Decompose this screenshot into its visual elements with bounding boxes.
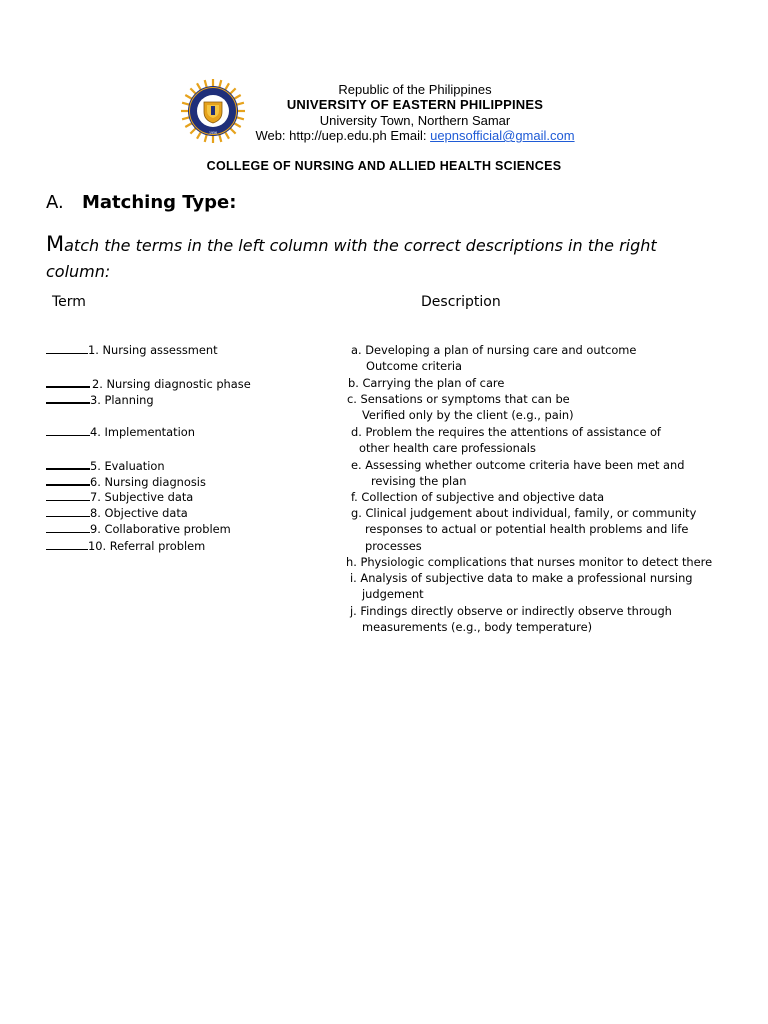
term-item bbox=[46, 342, 218, 358]
term-text: 5. Evaluation bbox=[90, 459, 165, 473]
seal-ray bbox=[190, 128, 196, 134]
instructions-line-2: column: bbox=[46, 262, 111, 281]
term-item bbox=[46, 375, 251, 392]
web-label: Web: http://uep.edu.ph Email: bbox=[255, 128, 431, 143]
answer-blank[interactable] bbox=[46, 521, 90, 533]
description-continuation: responses to actual or potential health problems and life bbox=[365, 522, 689, 536]
description-item: a. Developing a plan of nursing care and outcome bbox=[351, 343, 637, 357]
answer-blank[interactable] bbox=[46, 424, 90, 436]
term-item bbox=[46, 505, 188, 521]
section-letter: A. bbox=[46, 192, 64, 213]
term-item bbox=[46, 424, 195, 440]
answer-blank[interactable] bbox=[46, 342, 88, 354]
term-text: 7. Subjective data bbox=[90, 490, 194, 504]
answer-blank[interactable] bbox=[46, 457, 90, 470]
email-link[interactable]: uepnsofficial@gmail.com bbox=[430, 128, 575, 143]
section-title: Matching Type: bbox=[82, 192, 237, 213]
description-continuation: Verified only by the client (e.g., pain) bbox=[362, 408, 574, 422]
description-item: b. Carrying the plan of care bbox=[348, 376, 505, 390]
description-column-header: Description bbox=[421, 294, 501, 310]
college-name: COLLEGE OF NURSING AND ALLIED HEALTH SCIENCES bbox=[206, 159, 562, 173]
seal-ray bbox=[219, 134, 221, 142]
seal-ray bbox=[219, 80, 221, 88]
term-item bbox=[46, 521, 231, 537]
term-text: 9. Collaborative problem bbox=[90, 522, 231, 536]
seal-ray bbox=[190, 88, 196, 94]
description-item: i. Analysis of subjective data to make a professional nursing bbox=[350, 571, 693, 585]
term-text: 10. Referral problem bbox=[88, 539, 206, 553]
seal-ray bbox=[225, 83, 229, 90]
term-text: 8. Objective data bbox=[90, 506, 188, 520]
description-item: h. Physiologic complications that nurses monitor to detect there bbox=[346, 555, 713, 569]
section-heading bbox=[46, 192, 236, 213]
term-text: 1. Nursing assessment bbox=[88, 343, 218, 357]
answer-blank[interactable] bbox=[46, 375, 90, 388]
description-continuation: processes bbox=[365, 539, 422, 553]
description-item: f. Collection of subjective and objective data bbox=[351, 490, 605, 504]
instructions-line-1: atch the terms in the left column with the correct descriptions in the right bbox=[64, 236, 657, 255]
republic-line: Republic of the Philippines bbox=[338, 82, 492, 97]
svg-text:1956: 1956 bbox=[208, 131, 218, 135]
seal-ray bbox=[225, 132, 229, 139]
description-item: d. Problem the requires the attentions of assistance of bbox=[351, 425, 661, 439]
term-item bbox=[46, 391, 154, 408]
seal-ray bbox=[205, 80, 207, 88]
answer-blank[interactable] bbox=[46, 473, 90, 486]
description-item: e. Assessing whether outcome criteria have been met and bbox=[351, 458, 685, 472]
term-text: 4. Implementation bbox=[90, 425, 195, 439]
answer-blank[interactable] bbox=[46, 538, 88, 550]
instructions-text bbox=[46, 231, 706, 285]
contact-line bbox=[230, 128, 600, 143]
seal-ray bbox=[185, 95, 192, 99]
term-item bbox=[46, 473, 206, 490]
term-text: 6. Nursing diagnosis bbox=[90, 475, 206, 489]
university-address: University Town, Northern Samar bbox=[319, 113, 511, 128]
answer-blank[interactable] bbox=[46, 489, 90, 501]
term-text: 3. Planning bbox=[90, 393, 154, 407]
description-continuation: revising the plan bbox=[371, 474, 467, 488]
term-item bbox=[46, 457, 165, 474]
seal-ray bbox=[185, 123, 192, 127]
term-item bbox=[46, 489, 193, 505]
answer-blank[interactable] bbox=[46, 505, 90, 517]
description-continuation: judgement bbox=[362, 587, 424, 601]
university-name: UNIVERSITY OF EASTERN PHILIPPINES bbox=[286, 97, 544, 112]
description-continuation: measurements (e.g., body temperature) bbox=[362, 620, 593, 634]
seal-ray bbox=[182, 103, 190, 105]
seal-ray bbox=[182, 117, 190, 119]
term-item bbox=[46, 538, 205, 554]
description-continuation: Outcome criteria bbox=[366, 359, 463, 373]
answer-blank[interactable] bbox=[46, 391, 90, 404]
term-column-header: Term bbox=[52, 294, 86, 310]
description-item: c. Sensations or symptoms that can be bbox=[347, 392, 570, 406]
seal-ray bbox=[197, 132, 201, 139]
instructions-initial: M bbox=[46, 232, 65, 256]
description-continuation: other health care professionals bbox=[359, 441, 536, 455]
term-text: 2. Nursing diagnostic phase bbox=[92, 377, 251, 391]
seal-ray bbox=[205, 134, 207, 142]
description-item: g. Clinical judgement about individual, family, or community bbox=[351, 506, 697, 520]
seal-ray bbox=[197, 83, 201, 90]
description-item: j. Findings directly observe or indirectly observe through bbox=[350, 604, 672, 618]
